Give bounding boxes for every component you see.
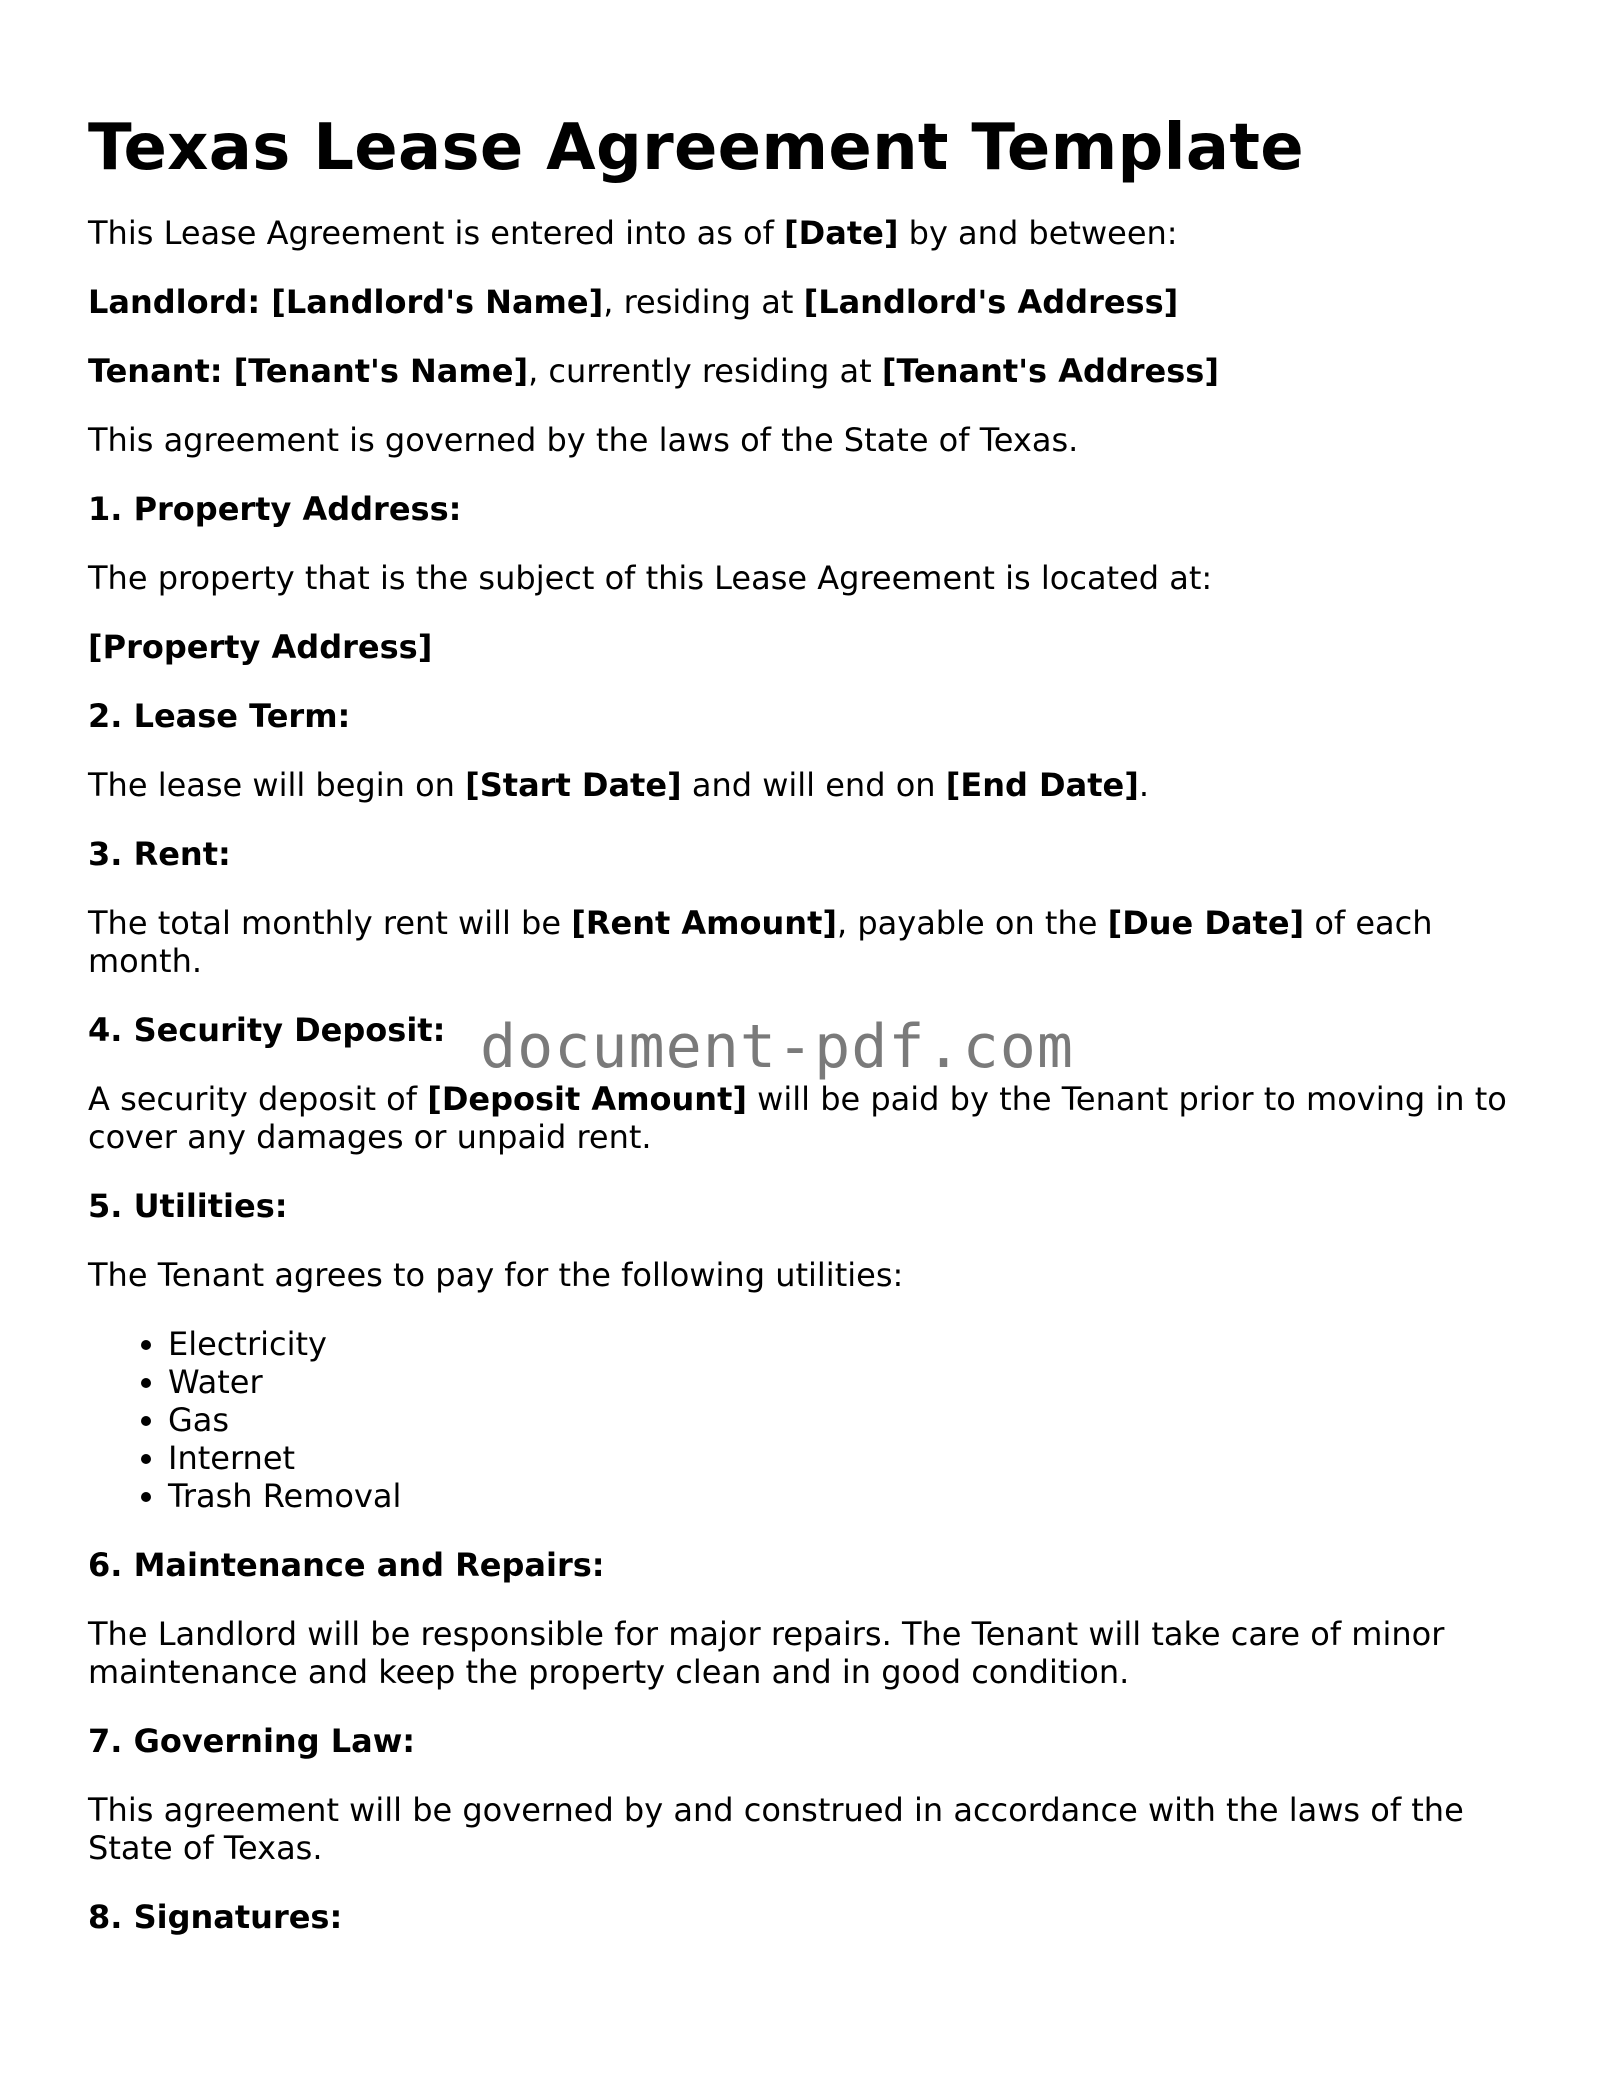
term-suffix: . <box>1138 766 1149 804</box>
list-item: • Water <box>168 1363 1528 1401</box>
signatures-heading: 8. Signatures: <box>88 1898 343 1936</box>
tenant-paragraph <box>88 352 1528 390</box>
property-address-placeholder: [Property Address] <box>88 628 433 666</box>
property-address-paragraph <box>88 628 1528 666</box>
term-middle: and will end on <box>681 766 946 804</box>
deposit-prefix: A security deposit of <box>88 1080 428 1118</box>
rent-suffix: of each month. <box>88 904 1433 980</box>
law-text: This agreement will be governed by and construed in accordance with the laws of the State of Texas. <box>88 1791 1464 1867</box>
term-start-placeholder: [Start Date] <box>465 766 682 804</box>
landlord-middle: , residing at <box>603 283 804 321</box>
document-title: Texas Lease Agreement Template <box>88 111 1304 185</box>
utilities-heading: 5. Utilities: <box>88 1187 288 1225</box>
list-item: • Gas <box>168 1401 1528 1439</box>
rent-paragraph <box>88 904 1528 980</box>
landlord-paragraph <box>88 283 1528 321</box>
utilities-list <box>88 1325 1528 1515</box>
deposit-heading: 4. Security Deposit: <box>88 1011 446 1049</box>
list-item: • Internet <box>168 1439 1528 1477</box>
rent-due-placeholder: [Due Date] <box>1107 904 1305 942</box>
property-heading: 1. Property Address: <box>88 490 462 528</box>
law-heading: 7. Governing Law: <box>88 1722 416 1760</box>
tenant-label: Tenant: [Tenant's Name] <box>88 352 529 390</box>
landlord-label: Landlord: [Landlord's Name] <box>88 283 604 321</box>
term-heading: 2. Lease Term: <box>88 697 351 735</box>
utilities-text: The Tenant agrees to pay for the following utilities: <box>88 1256 904 1294</box>
intro-paragraph <box>88 214 1528 252</box>
governed-statement: This agreement is governed by the laws of the State of Texas. <box>88 421 1079 459</box>
list-item: • Electricity <box>168 1325 1528 1363</box>
deposit-paragraph <box>88 1080 1528 1156</box>
deposit-suffix: will be paid by the Tenant prior to moving in to cover any damages or unpaid rent. <box>88 1080 1507 1156</box>
watermark-text: document-pdf.com <box>480 1012 1074 1082</box>
landlord-address-placeholder: [Landlord's Address] <box>803 283 1179 321</box>
rent-prefix: The total monthly rent will be <box>88 904 572 942</box>
rent-heading: 3. Rent: <box>88 835 231 873</box>
term-prefix: The lease will begin on <box>88 766 466 804</box>
deposit-amount-placeholder: [Deposit Amount] <box>427 1080 747 1118</box>
maintenance-text: The Landlord will be responsible for major repairs. The Tenant will take care of minor maintenance and keep the property clean and in good condition. <box>88 1615 1445 1691</box>
rent-amount-placeholder: [Rent Amount] <box>571 904 837 942</box>
property-text: The property that is the subject of this Lease Agreement is located at: <box>88 559 1213 597</box>
tenant-address-placeholder: [Tenant's Address] <box>881 352 1219 390</box>
intro-suffix: by and between: <box>898 214 1178 252</box>
rent-middle: , payable on the <box>836 904 1108 942</box>
tenant-middle: , currently residing at <box>528 352 882 390</box>
intro-date-placeholder: [Date] <box>784 214 899 252</box>
term-paragraph <box>88 766 1528 804</box>
term-end-placeholder: [End Date] <box>945 766 1139 804</box>
list-item: • Trash Removal <box>168 1477 1528 1515</box>
intro-prefix: This Lease Agreement is entered into as of <box>88 214 785 252</box>
maintenance-heading: 6. Maintenance and Repairs: <box>88 1546 605 1584</box>
